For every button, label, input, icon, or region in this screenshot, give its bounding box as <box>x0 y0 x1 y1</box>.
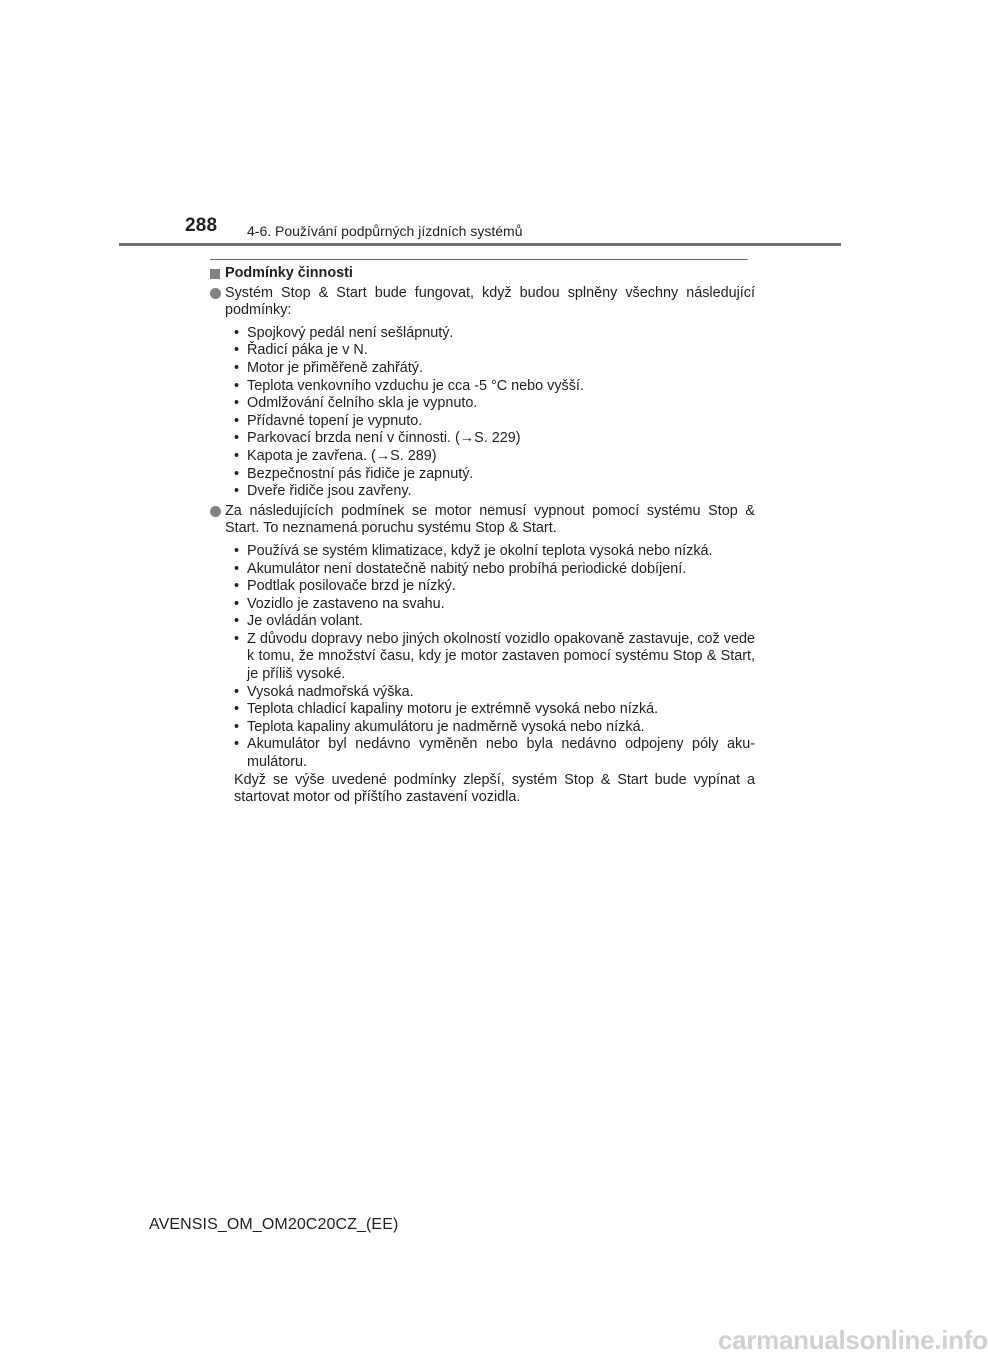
list-item: • Spojkový pedál není sešlápnutý. <box>234 325 755 343</box>
list-item: • Přídavné topení je vypnuto. <box>234 413 755 431</box>
header-title: 4-6. Používání podpůrných jízdních systémů <box>247 223 523 239</box>
bullet-list <box>210 543 755 772</box>
bullet-list <box>210 325 755 501</box>
list-item: • Teplota venkovního vzduchu je cca -5 °C nebo vyšší. <box>234 378 755 396</box>
closing-note: Když se výše uvedené podmínky zlepší, systém Stop & Start bude vypínat a startovat motor od příštího zastavení vozidla. <box>234 771 755 806</box>
list-item: • Parkovací brzda není v činnosti. (→S. 229) <box>234 430 755 448</box>
circle-bullet-icon <box>210 288 221 299</box>
list-item: • Dveře řidiče jsou zavřeny. <box>234 483 755 501</box>
list-item: • Je ovládán volant. <box>234 613 755 631</box>
list-item: • Vozidlo je zastaveno na svahu. <box>234 596 755 614</box>
page-number: 288 <box>185 215 218 236</box>
list-item: • Řadicí páka je v N. <box>234 342 755 360</box>
section-rule <box>210 259 748 260</box>
section-heading <box>210 265 755 283</box>
list-item: • Používá se systém klimatizace, když je okolní teplota vysoká nebo nízká. <box>234 543 755 561</box>
circle-bullet-icon <box>210 506 221 517</box>
list-item: • Z důvodu dopravy nebo jiných okolností vozidlo opakovaně zastavuje, což vede k tomu, že množství času, kdy je motor zastaven pomocí systému Stop & Start, je příliš vysoké. <box>234 631 755 684</box>
list-item: • Odmlžování čelního skla je vypnuto. <box>234 395 755 413</box>
list-item: • Vysoká nadmořská výška. <box>234 684 755 702</box>
list-item: • Akumulátor byl nedávno vyměněn nebo byla nedávno odpojeny póly akumulátoru. <box>234 736 755 771</box>
list-item: • Kapota je zavřena. (→S. 289) <box>234 448 755 466</box>
list-item: • Akumulátor není dostatečně nabitý nebo probíhá periodické dobíjení. <box>234 561 755 579</box>
content <box>210 265 755 807</box>
condition-item-text: Systém Stop & Start bude fungovat, když budou splněny všechny následující podmínky: <box>225 284 755 319</box>
list-item: • Motor je přiměřeně zahřátý. <box>234 360 755 378</box>
condition-item <box>210 503 755 538</box>
header-rule <box>119 243 841 246</box>
square-bullet-icon <box>210 269 220 279</box>
condition-item <box>210 285 755 320</box>
watermark: carmanualsonline.info <box>718 1325 988 1355</box>
condition-item-text: Za následujících podmínek se motor nemusí vypnout pomocí systému Stop & Start. To neznamená poruchu systému Stop & Start. <box>225 502 755 537</box>
list-item: • Bezpečnostní pás řidiče je zapnutý. <box>234 466 755 484</box>
list-item: • Podtlak posilovače brzd je nízký. <box>234 578 755 596</box>
section-heading-text: Podmínky činnosti <box>225 265 353 281</box>
footer-code: AVENSIS_OM_OM20C20CZ_(EE) <box>149 1216 399 1233</box>
list-item: • Teplota kapaliny akumulátoru je nadměrně vysoká nebo nízká. <box>234 719 755 737</box>
list-item: • Teplota chladicí kapaliny motoru je extrémně vysoká nebo nízká. <box>234 701 755 719</box>
